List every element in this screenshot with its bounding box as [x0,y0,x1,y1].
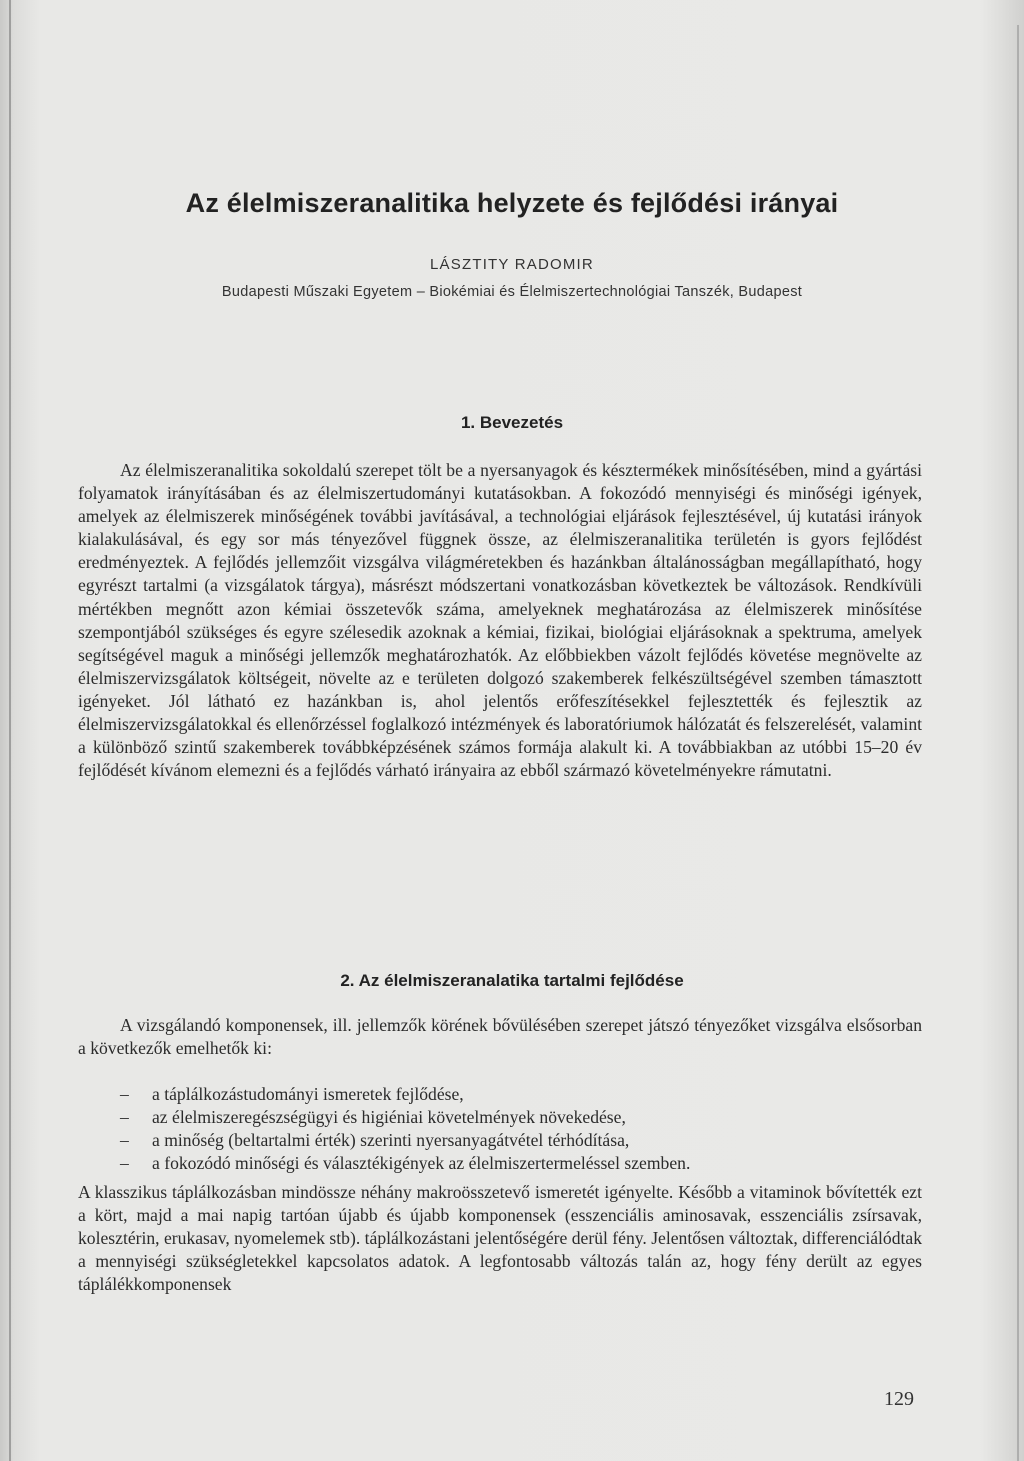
list-item: – az élelmiszeregészségügyi és higiéniai követelmények növekedése, [120,1106,920,1129]
section-2-heading: 2. Az élelmiszeranalatika tartalmi fejlődése [340,971,684,990]
section-2-paragraph: A klasszikus táplálkozásban mindössze néhány makroösszetevő ismeretét igényelte. Később a vitaminok bővítették ezt a kört, majd a mai napig tartóan újabb és újabb komponensek (esszenciális aminosavak, esszenciális zsírsavak, kolesztérin, erukasav, nyomelemek stb). táplálkozástani jelentőségére derül fény. Jelentősen változtak, differenciálódtak a mennyiségi szükségletekkel kapcsolatos adatok. A legfontosabb változás talán az, hogy fény derült az egyes táplálékkomponensek [78,1182,923,1295]
article-affiliation: Budapesti Műszaki Egyetem – Biokémiai és Élelmiszertechnológiai Tanszék, Budapest [221,284,803,300]
section-1-paragraph: Az élelmiszeranalitika sokoldalú szerepet tölt be a nyersanyagok és késztermékek minősítésében, mind a gyártási folyamatok irányításában és az élelmiszertudományi kutatásokban. A fokozódó mennyiségi és minőségi igények, amelyek az élelmiszerek minőségének további javításával, a technológiai eljárások fejlesztésével, új kutatási irányok kialakulásával, és egy sor más tényezővel függnek össze, az élelmiszeranalitika területén is gyors fejlődést eredményeztek. A fejlődés jellemzőit vizsgálva világméretekben és hazánkban általánosságban megállapítható, hogy egyrészt tartalmi (a vizsgálatok tárgya), másrészt módszertani vonatkozásban következtek be változások. Rendkívüli mértékben megnőtt azon kémiai összetevők száma, amelyeknek meghatározása az élelmiszerek minősítése szempontjából szükséges és egyre szélesedik azoknak a kémiai, fizikai, biológiai eljárásoknak a spektruma, amelyek segítségével maguk a minőségi jellemzők meghatározhatók. Az előbbiekben vázolt fejlődés követése megnövelte az élelmiszervizsgálatok költségeit, növelte az e területen dolgozó szakemberek felkészültségével szemben támasztott igényeket. Jól látható ez hazánkban is, ahol jelentős erőfeszítésekkel fejlesztették és fejlesztik az élelmiszervizsgálatokkal és ellenőrzéssel foglalkozó intézmények és laboratóriumok hálózatát és felszerelését, valamint a különböző szintű szakemberek továbbképzésének számos formája alakult ki. A továbbiakban az utóbbi 15–20 év fejlődését kívánom elemezni és a fejlődés várható irányaira az ebből származó követelményekre rámutatni. [78,460,922,781]
page-number: 129 [884,1388,914,1410]
article-title: Az élelmiszeranalitika helyzete és fejlődési irányai [185,188,839,218]
section-2-intro: A vizsgálandó komponensek, ill. jellemzők körének bővülésében szerepet játszó tényezőket vizsgálva elsősorban a következők emelhetők ki: [78,1015,922,1059]
section-2-list [120,1083,920,1175]
list-item: – a fokozódó minőségi és választékigények az élelmiszertermeléssel szemben. [120,1152,920,1175]
list-item: – a minőség (beltartalmi érték) szerinti nyersanyagátvétel térhódítása, [120,1129,920,1152]
article-author: LÁSZTITY RADOMIR [430,256,594,273]
section-1-heading: 1. Bevezetés [460,413,564,432]
list-item: – a táplálkozástudományi ismeretek fejlődése, [120,1083,920,1106]
